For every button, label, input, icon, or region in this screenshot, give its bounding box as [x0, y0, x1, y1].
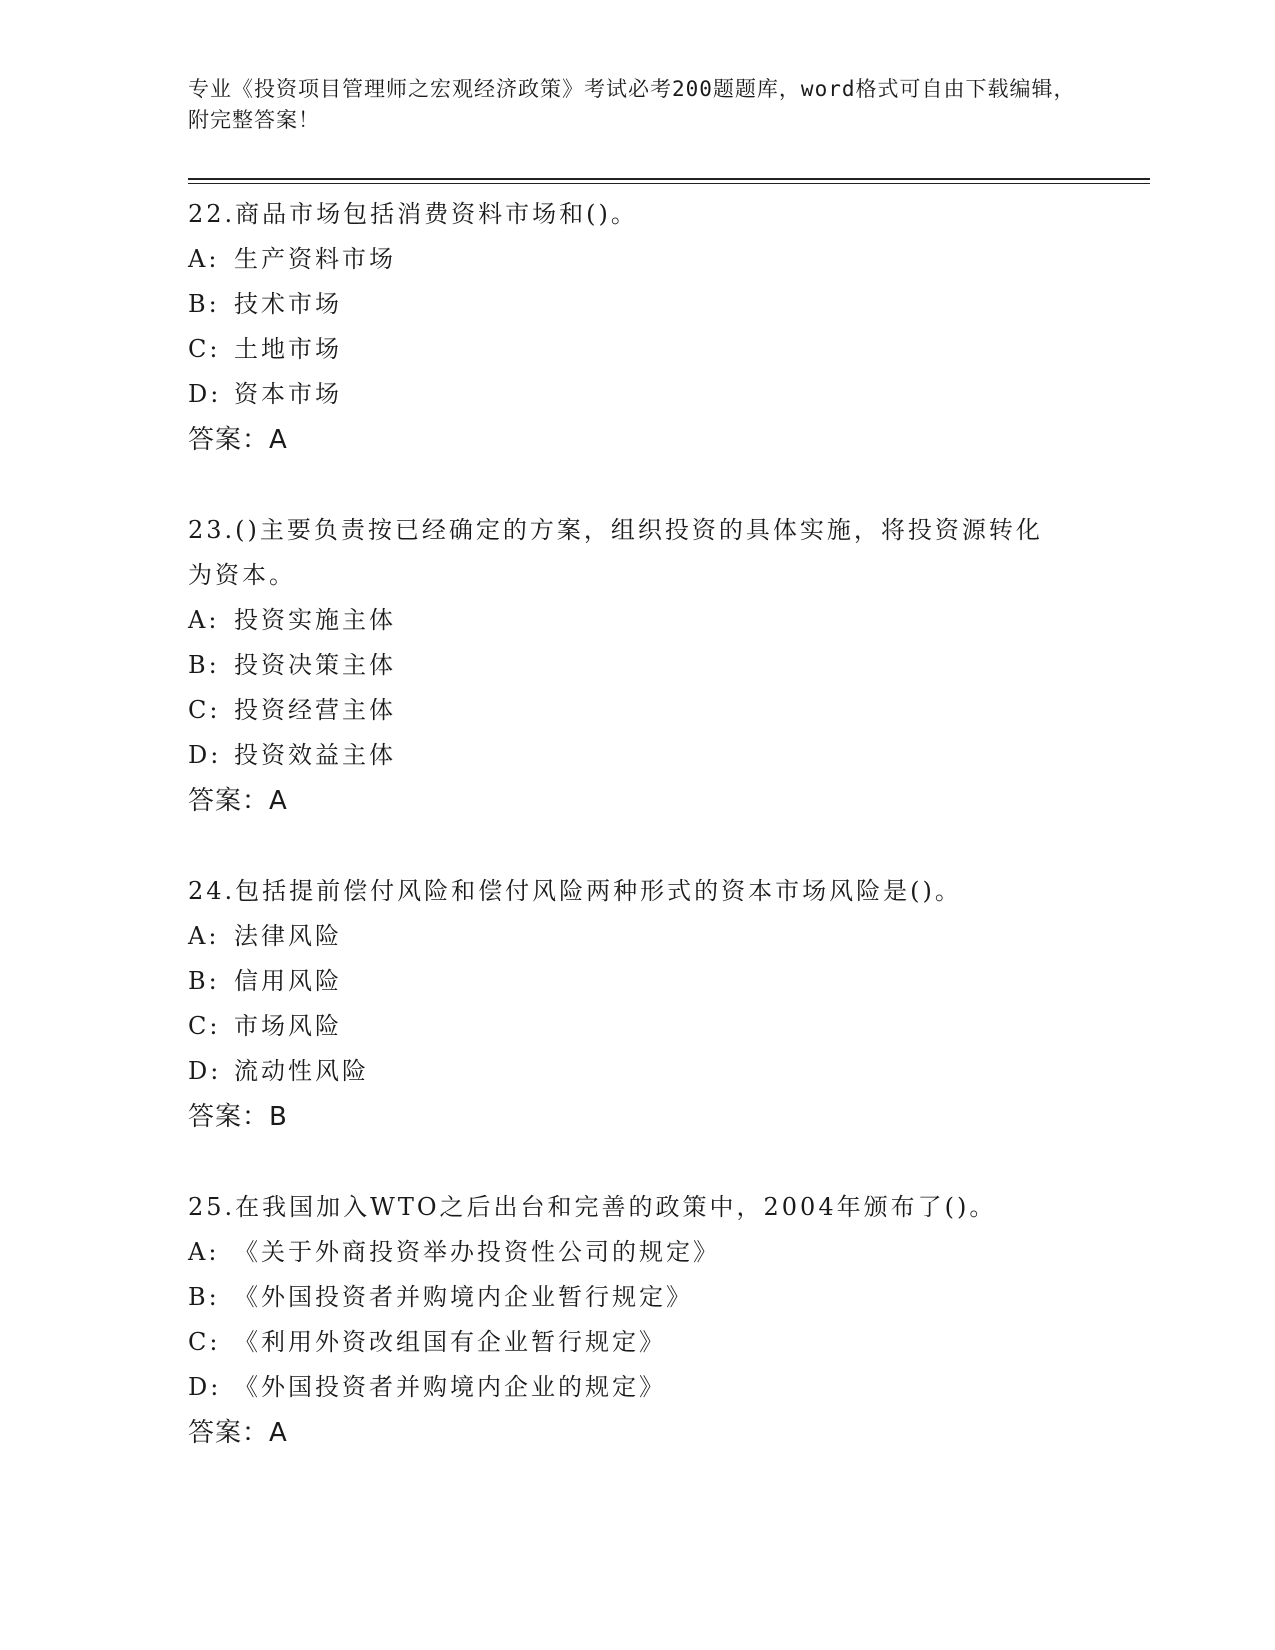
option-d — [188, 733, 1088, 778]
option-a — [188, 237, 1088, 282]
option-d — [188, 1049, 1088, 1094]
option-letter: D: — [188, 741, 222, 769]
option-letter: A: — [188, 606, 220, 634]
option-text: 投资效益主体 — [234, 741, 396, 769]
option-text: 投资经营主体 — [234, 696, 396, 724]
option-letter: A: — [188, 245, 220, 273]
option-c — [188, 327, 1088, 372]
option-letter: C: — [188, 696, 221, 724]
option-letter: B: — [188, 651, 220, 679]
option-c — [188, 1320, 1088, 1365]
option-letter: C: — [188, 1012, 221, 1040]
option-text: 《外国投资者并购境内企业的规定》 — [234, 1373, 666, 1401]
question-text: 24.包括提前偿付风险和偿付风险两种形式的资本市场风险是()。 — [188, 877, 962, 905]
answer: 答案：B — [188, 1102, 288, 1132]
option-text: 信用风险 — [234, 967, 342, 995]
option-letter: C: — [188, 335, 221, 363]
option-letter: C: — [188, 1328, 221, 1356]
option-b — [188, 282, 1088, 327]
option-text: 投资决策主体 — [234, 651, 396, 679]
option-text: 资本市场 — [234, 380, 342, 408]
option-a — [188, 1230, 1088, 1275]
option-text: 流动性风险 — [234, 1057, 369, 1085]
option-text: 法律风险 — [234, 922, 342, 950]
header-divider-thick — [188, 178, 1150, 180]
option-d — [188, 1365, 1088, 1410]
option-b — [188, 1275, 1088, 1320]
question-24 — [188, 869, 1088, 1140]
option-text: 技术市场 — [234, 290, 342, 318]
option-a — [188, 598, 1088, 643]
option-text: 市场风险 — [234, 1012, 342, 1040]
question-22 — [188, 192, 1088, 463]
option-letter: D: — [188, 1057, 222, 1085]
answer: 答案：A — [188, 1418, 288, 1448]
option-letter: A: — [188, 1238, 220, 1266]
option-text: 土地市场 — [234, 335, 342, 363]
question-text: 25.在我国加入WTO之后出台和完善的政策中，2004年颁布了()。 — [188, 1193, 997, 1221]
answer: 答案：A — [188, 786, 288, 816]
option-text: 生产资料市场 — [234, 245, 396, 273]
option-c — [188, 688, 1088, 733]
option-text: 投资实施主体 — [234, 606, 396, 634]
option-text: 《利用外资改组国有企业暂行规定》 — [234, 1328, 666, 1356]
option-b — [188, 643, 1088, 688]
option-letter: D: — [188, 1373, 222, 1401]
question-spacer — [188, 824, 1088, 869]
question-text: 23.()主要负责按已经确定的方案，组织投资的具体实施，将投资源转化为资本。 — [188, 516, 1043, 589]
option-a — [188, 914, 1088, 959]
question-spacer — [188, 1140, 1088, 1185]
question-list — [188, 192, 1088, 1456]
option-d — [188, 372, 1088, 417]
option-letter: B: — [188, 967, 220, 995]
question-23 — [188, 508, 1088, 824]
option-b — [188, 959, 1088, 1004]
option-text: 《关于外商投资举办投资性公司的规定》 — [234, 1238, 720, 1266]
header-divider-thin — [188, 183, 1150, 184]
answer: 答案：A — [188, 425, 288, 455]
question-25 — [188, 1185, 1088, 1456]
document-header: 专业《投资项目管理师之宏观经济政策》考试必考200题题库，word格式可自由下载编辑，附完整答案！ — [188, 77, 1076, 132]
option-letter: A: — [188, 922, 220, 950]
option-c — [188, 1004, 1088, 1049]
option-letter: B: — [188, 290, 220, 318]
question-text: 22.商品市场包括消费资料市场和()。 — [188, 200, 638, 228]
option-letter: D: — [188, 380, 222, 408]
option-letter: B: — [188, 1283, 220, 1311]
option-text: 《外国投资者并购境内企业暂行规定》 — [234, 1283, 693, 1311]
question-spacer — [188, 463, 1088, 508]
